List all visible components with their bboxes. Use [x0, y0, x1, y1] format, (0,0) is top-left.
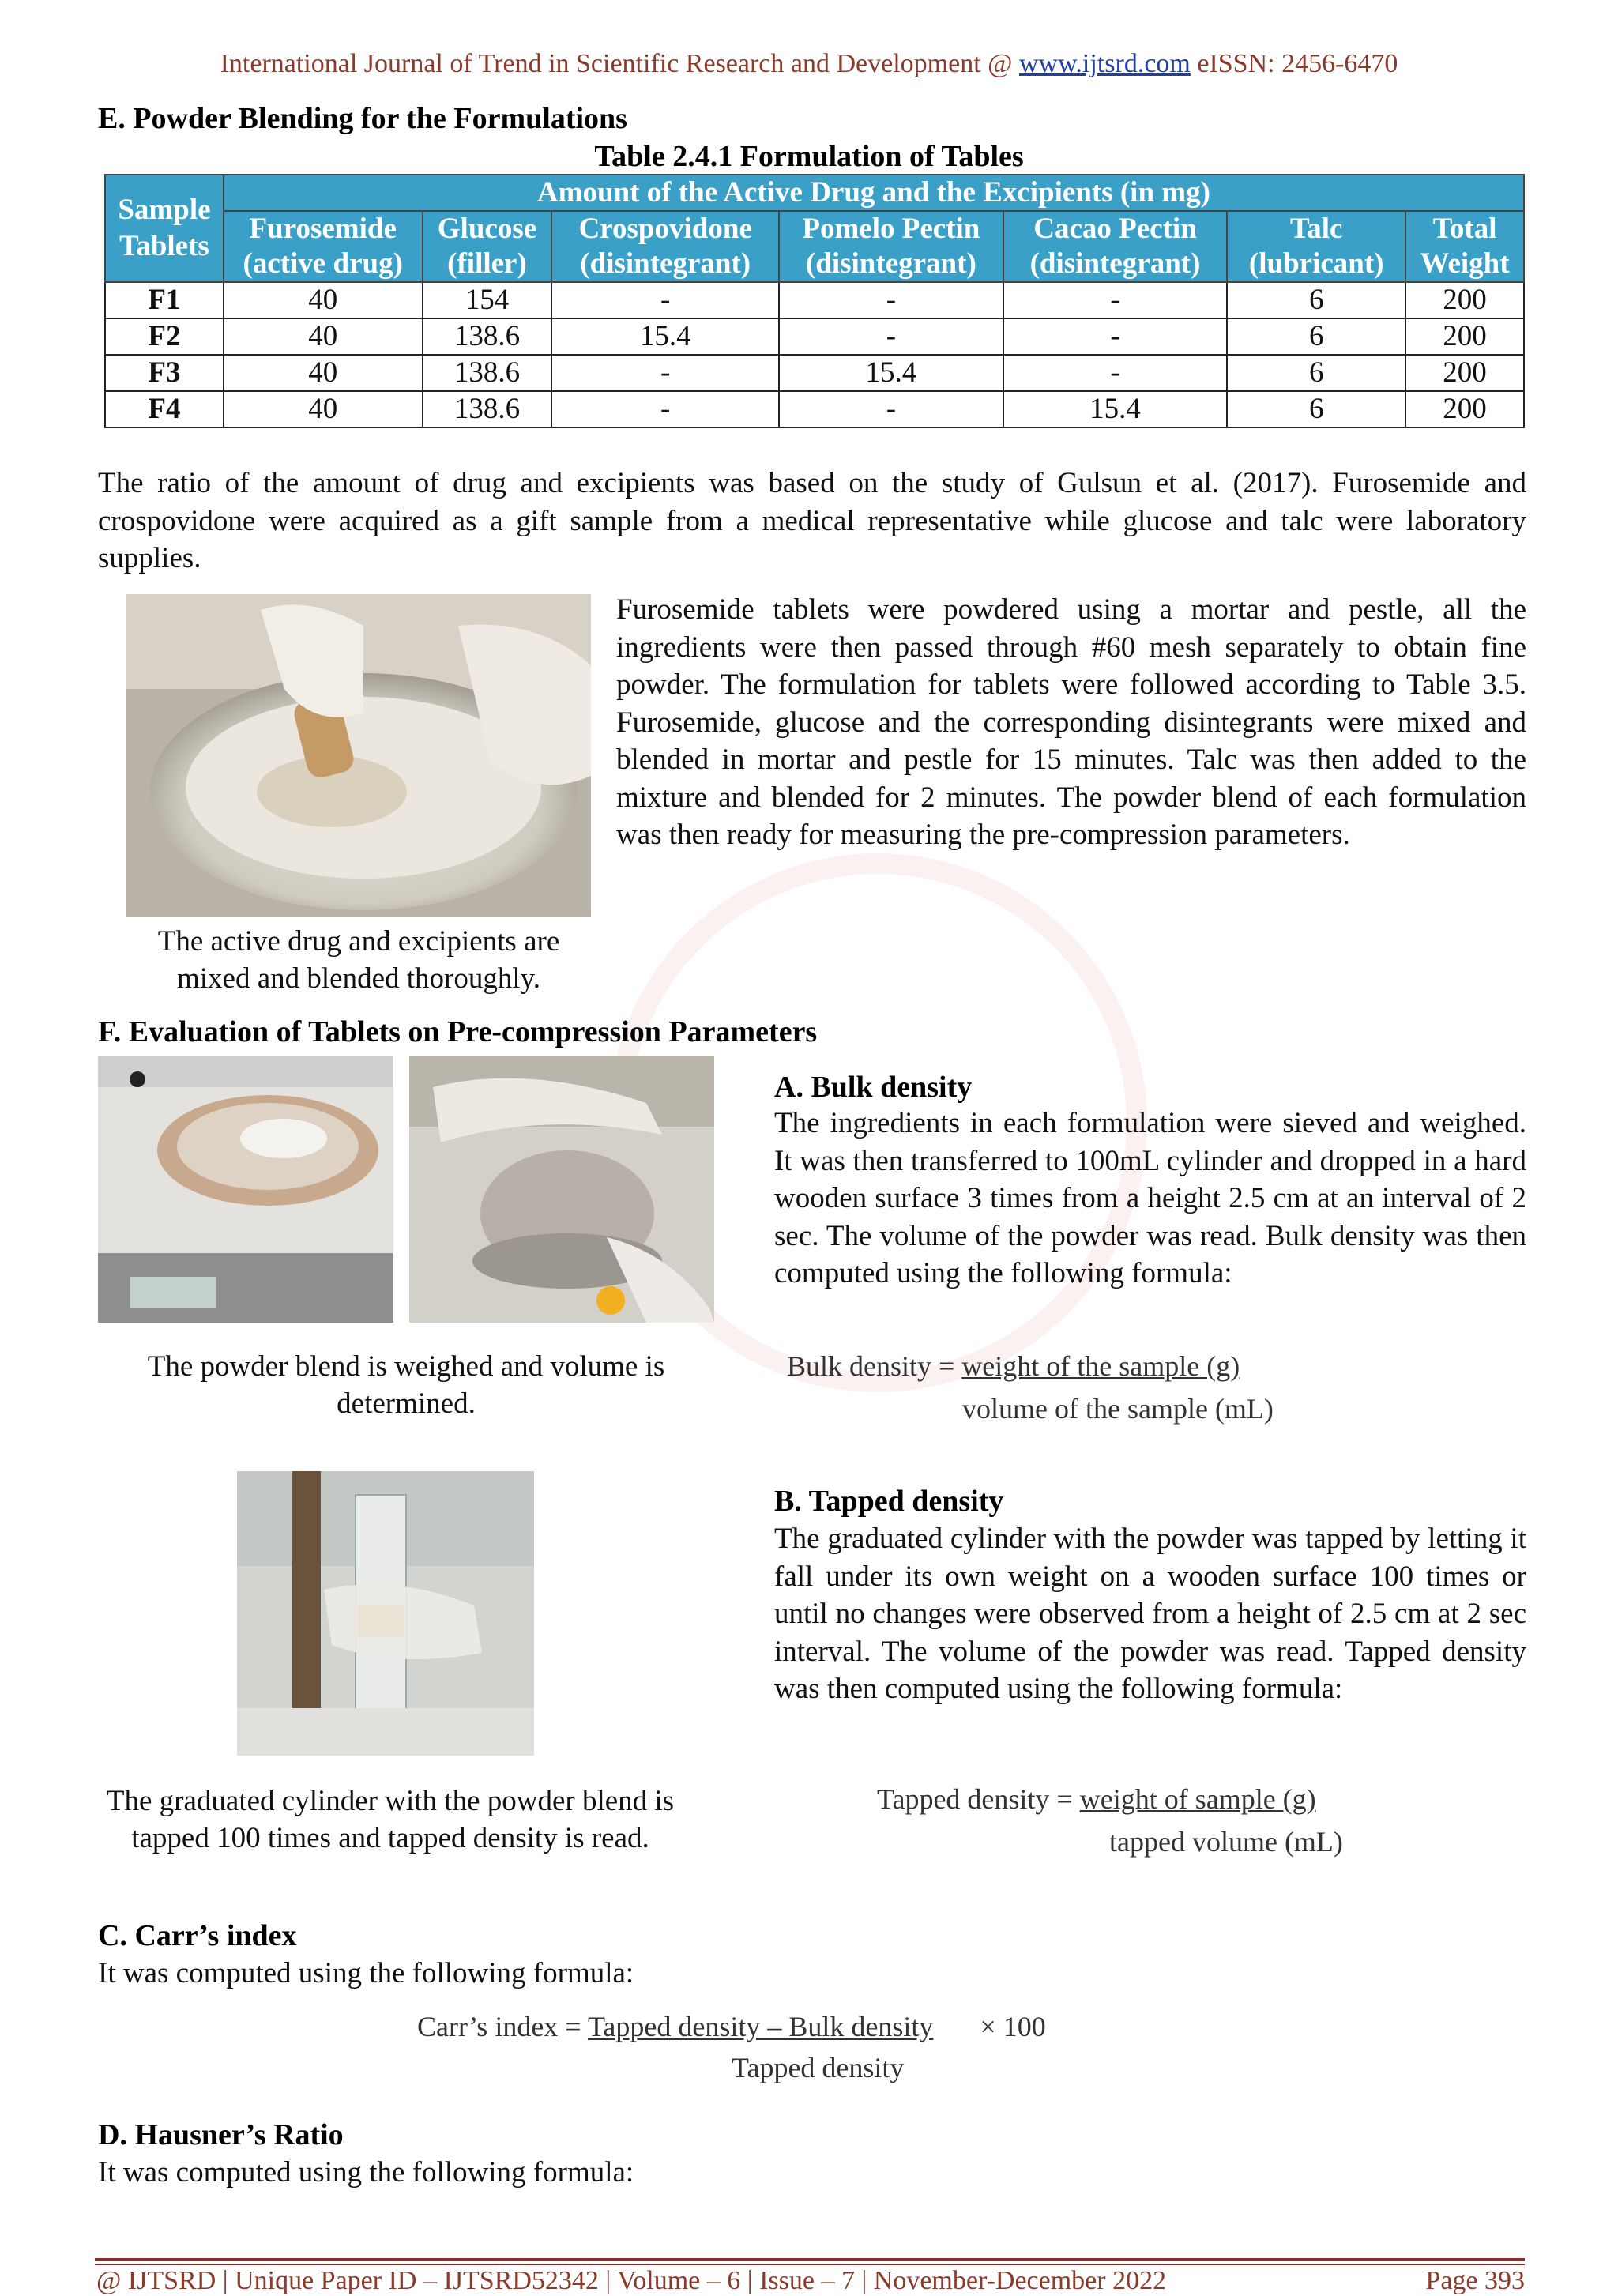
col-header-furosemide: Furosemide (active drug) [224, 211, 423, 282]
table-cell: 200 [1405, 355, 1524, 391]
tapped-density-formula [877, 1782, 1316, 1816]
bulk-density-formula [787, 1349, 1240, 1383]
table-cell: 200 [1405, 318, 1524, 355]
table-group-header: Amount of the Active Drug and the Excipients (in mg) [224, 175, 1524, 211]
tapped-formula-denominator: tapped volume (mL) [1109, 1826, 1343, 1858]
procedure-paragraph: Furosemide tablets were powdered using a mortar and pestle, all the ingredients were then passed through #60 mesh separately to obtain fine powder. The formulation for tablets were followed according to Table 3.5. Furosemide, glucose and the corresponding disintegrants were mixed and blended in mortar and pestle for 15 minutes. Talc was then added to the mixture and blended for 2 minutes. The powder blend of each formulation was then ready for measuring the pre-compression parameters. [616, 593, 1526, 851]
carr-formula-multiplier: × 100 [980, 2011, 1046, 2042]
table-row [105, 282, 1524, 318]
col-header-pomelo-pectin: Pomelo Pectin (disintegrant) [779, 211, 1003, 282]
bulk-formula-numerator: weight of the sample (g) [961, 1350, 1240, 1382]
mortar-pestle-photo [126, 594, 591, 917]
bulk-formula-denominator: volume of the sample (mL) [962, 1393, 1274, 1425]
cylinder-pouring-photo [409, 1056, 714, 1323]
carr-formula-numerator: Tapped density – Bulk density [587, 2011, 934, 2042]
carrs-index-heading: C. Carr’s index [98, 1919, 297, 1952]
hausner-ratio-heading: D. Hausner’s Ratio [98, 2118, 344, 2151]
pouring-photo-graphic [409, 1056, 714, 1323]
journal-issn: eISSN: 2456-6470 [1197, 49, 1398, 78]
col-header-glucose: Glucose (filler) [423, 211, 552, 282]
table-cell: - [551, 355, 779, 391]
journal-url-link[interactable]: www.ijtsrd.com [1018, 49, 1191, 78]
weighing-photo-caption: The powder blend is weighed and volume is determined. [147, 1350, 665, 1420]
section-f-heading: F. Evaluation of Tablets on Pre-compression Parameters [98, 1015, 818, 1048]
table-cell: 15.4 [779, 355, 1003, 391]
table-cell: - [551, 391, 779, 427]
carrs-index-text: It was computed using the following formula: [98, 1957, 634, 1989]
bulk-formula-lhs: Bulk density = [787, 1350, 962, 1382]
table-cell: - [1003, 318, 1228, 355]
table-cell: 200 [1405, 282, 1524, 318]
table-cell: - [1003, 282, 1228, 318]
bulk-density-heading: A. Bulk density [774, 1071, 973, 1104]
mortar-photo-graphic [126, 594, 591, 917]
table-cell: 154 [423, 282, 552, 318]
col-header-crospovidone: Crospovidone (disintegrant) [551, 211, 779, 282]
carrs-index-formula [417, 2010, 1046, 2043]
table-cell: 138.6 [423, 391, 552, 427]
table-cell: 6 [1227, 355, 1405, 391]
table-cell: 200 [1405, 391, 1524, 427]
tapped-density-text: The graduated cylinder with the powder was tapped by letting it fall under its own weight on a wooden surface 100 times or until no changes were observed from a height of 2.5 cm at 2 sec interval. The volume of the powder was read. Tapped density was then computed using the following formula: [774, 1523, 1526, 1705]
formulation-table [104, 174, 1525, 428]
balance-photo-graphic [98, 1056, 393, 1323]
journal-name: International Journal of Trend in Scientific Research and Development @ [220, 49, 1013, 78]
table-cell: - [779, 391, 1003, 427]
cylinder-photo-graphic [237, 1471, 534, 1756]
tapped-formula-lhs: Tapped density = [877, 1783, 1080, 1815]
table-cell: 40 [224, 391, 423, 427]
ratio-paragraph: The ratio of the amount of drug and excipients was based on the study of Gulsun et al. (2017). Furosemide and crospovidone were acquired as a gift sample from a medical representative while glucose and talc were laboratory supplies. [98, 467, 1526, 574]
table-row [105, 391, 1524, 427]
table-cell: 6 [1227, 282, 1405, 318]
graduated-cylinder-photo [237, 1471, 534, 1756]
table-cell: F1 [105, 282, 224, 318]
footer-rule [95, 2258, 1525, 2261]
table-cell: - [1003, 355, 1228, 391]
table-cell: 138.6 [423, 355, 552, 391]
table-cell: 15.4 [1003, 391, 1228, 427]
cylinder-photo-caption: The graduated cylinder with the powder blend is tapped 100 times and tapped density is read. [106, 1785, 675, 1854]
table-cell: 138.6 [423, 318, 552, 355]
section-e-heading: E. Powder Blending for the Formulations [98, 102, 627, 135]
col-header-talc: Talc (lubricant) [1227, 211, 1405, 282]
running-header [0, 49, 1618, 79]
table-cell: F3 [105, 355, 224, 391]
table-row [105, 318, 1524, 355]
table-cell: 15.4 [551, 318, 779, 355]
bulk-density-text: The ingredients in each formulation were sieved and weighed. It was then transferred to 100mL cylinder and dropped in a hard wooden surface 3 times from a height 2.5 cm at an interval of 2 sec. The volume of the powder was read. Bulk density was then computed using the following formula: [774, 1107, 1526, 1289]
table-cell: 6 [1227, 318, 1405, 355]
carr-formula-denominator: Tapped density [732, 2052, 905, 2083]
table-cell: F2 [105, 318, 224, 355]
formulation-table-wrap [104, 174, 1525, 428]
table-cell: F4 [105, 391, 224, 427]
table-row [105, 355, 1524, 391]
tapped-formula-numerator: weight of sample (g) [1079, 1783, 1316, 1815]
table-title: Table 2.4.1 Formulation of Tables [594, 140, 1024, 173]
table-cell: 40 [224, 318, 423, 355]
table-cell: - [779, 282, 1003, 318]
carr-formula-lhs: Carr’s index = [417, 2011, 588, 2042]
table-corner-header: Sample Tablets [105, 175, 224, 282]
table-cell: 40 [224, 355, 423, 391]
table-cell: - [551, 282, 779, 318]
mortar-photo-caption: The active drug and excipients are mixed and blended thoroughly. [157, 925, 560, 995]
hausner-ratio-text: It was computed using the following formula: [98, 2156, 634, 2189]
page-number: Page 393 [1425, 2266, 1525, 2295]
footer-info: @ IJTSRD | Unique Paper ID – IJTSRD52342 | Volume – 6 | Issue – 7 | November-December 2022 [96, 2266, 1167, 2295]
footer-rule-thin [95, 2264, 1525, 2265]
col-header-total-weight: Total Weight [1405, 211, 1524, 282]
weighing-balance-photo [98, 1056, 393, 1323]
table-cell: 6 [1227, 391, 1405, 427]
col-header-cacao-pectin: Cacao Pectin (disintegrant) [1003, 211, 1228, 282]
tapped-density-heading: B. Tapped density [774, 1485, 1004, 1518]
table-cell: - [779, 318, 1003, 355]
table-cell: 40 [224, 282, 423, 318]
